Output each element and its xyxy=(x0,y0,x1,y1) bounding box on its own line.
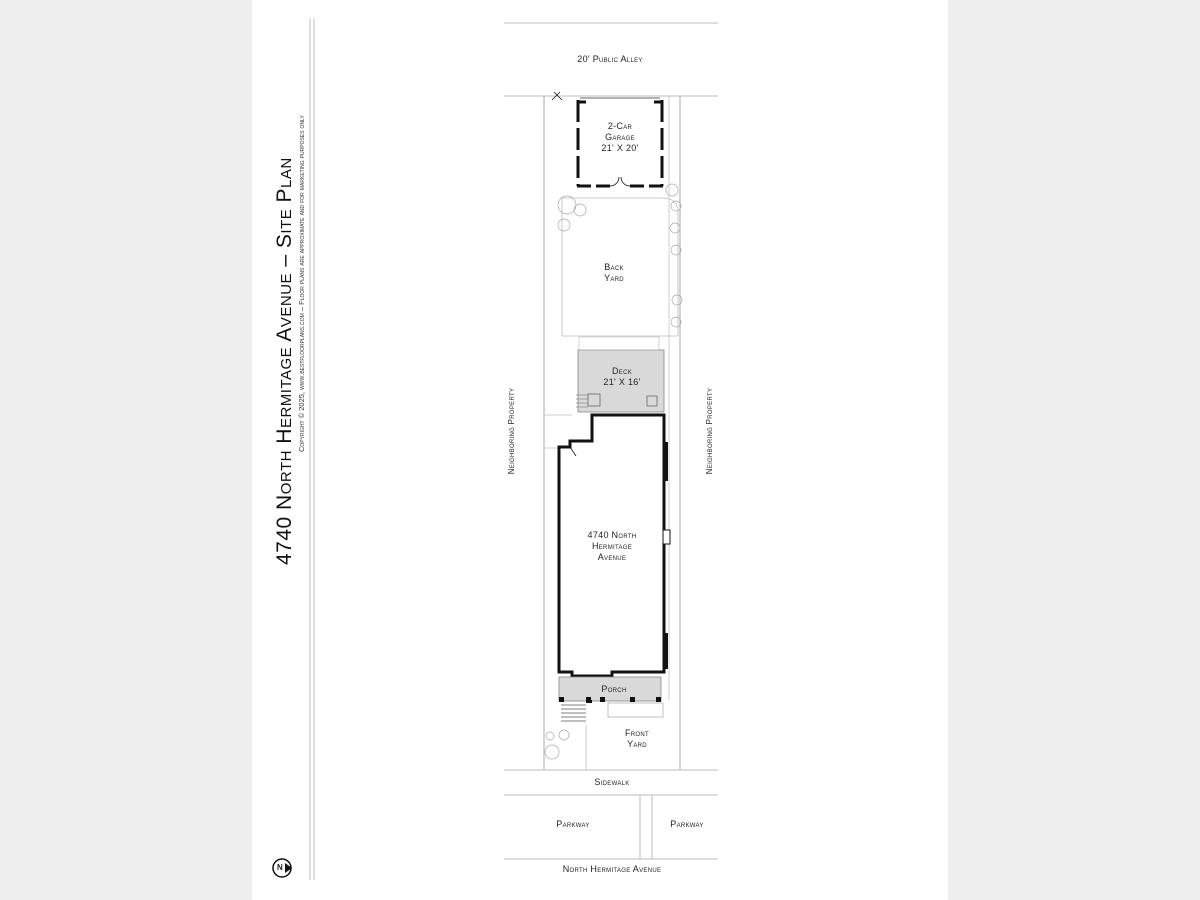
garage-label-line1: 2-Car xyxy=(607,121,633,131)
parkway-left-label: Parkway xyxy=(556,819,590,829)
garage-label-line2: Garage xyxy=(605,132,635,142)
garage-label xyxy=(590,121,650,154)
sidewalk-label: Sidewalk xyxy=(594,777,630,787)
backyard-label xyxy=(584,262,644,284)
deck-dimensions: 21' X 16' xyxy=(603,377,641,387)
deck-name: Deck xyxy=(611,366,633,376)
back-door-swing xyxy=(570,447,576,456)
garage-dimensions: 21' X 20' xyxy=(601,143,639,153)
alley-label: 20' Public Alley xyxy=(577,54,643,64)
frontyard-label-line1: Front xyxy=(625,728,649,738)
porch-label: Porch xyxy=(601,684,627,694)
frontyard-label xyxy=(607,728,667,750)
north-marker-label: N xyxy=(276,863,284,872)
parkway-right-label: Parkway xyxy=(670,819,704,829)
backyard-label-line2: Yard xyxy=(604,273,624,283)
deck-label xyxy=(592,366,652,388)
backyard-label-line1: Back xyxy=(604,262,624,272)
house-label xyxy=(572,530,652,563)
house-label-line2: Hermitage xyxy=(591,541,633,551)
front-planter xyxy=(608,703,663,717)
house-label-line1: 4740 North xyxy=(587,530,637,540)
neighbor-right-label: Neighboring Property xyxy=(705,387,714,475)
gate-post xyxy=(586,700,592,703)
front-stairs xyxy=(561,705,586,721)
copyright-note: Copyright © 2025, www.bestfloorplans.com – Floor plans are approximate and for marketing purposes only xyxy=(297,115,306,452)
deck-planter xyxy=(579,337,659,350)
house-bay xyxy=(663,530,670,544)
neighbor-left-label: Neighboring Property xyxy=(507,387,516,475)
street-label: North Hermitage Avenue xyxy=(562,864,662,874)
site-plan-sheet xyxy=(252,0,948,900)
frontyard-label-line2: Yard xyxy=(627,739,647,749)
page-title: 4740 North Hermitage Avenue – Site Plan xyxy=(273,157,296,565)
house-label-line3: Avenue xyxy=(597,552,627,562)
